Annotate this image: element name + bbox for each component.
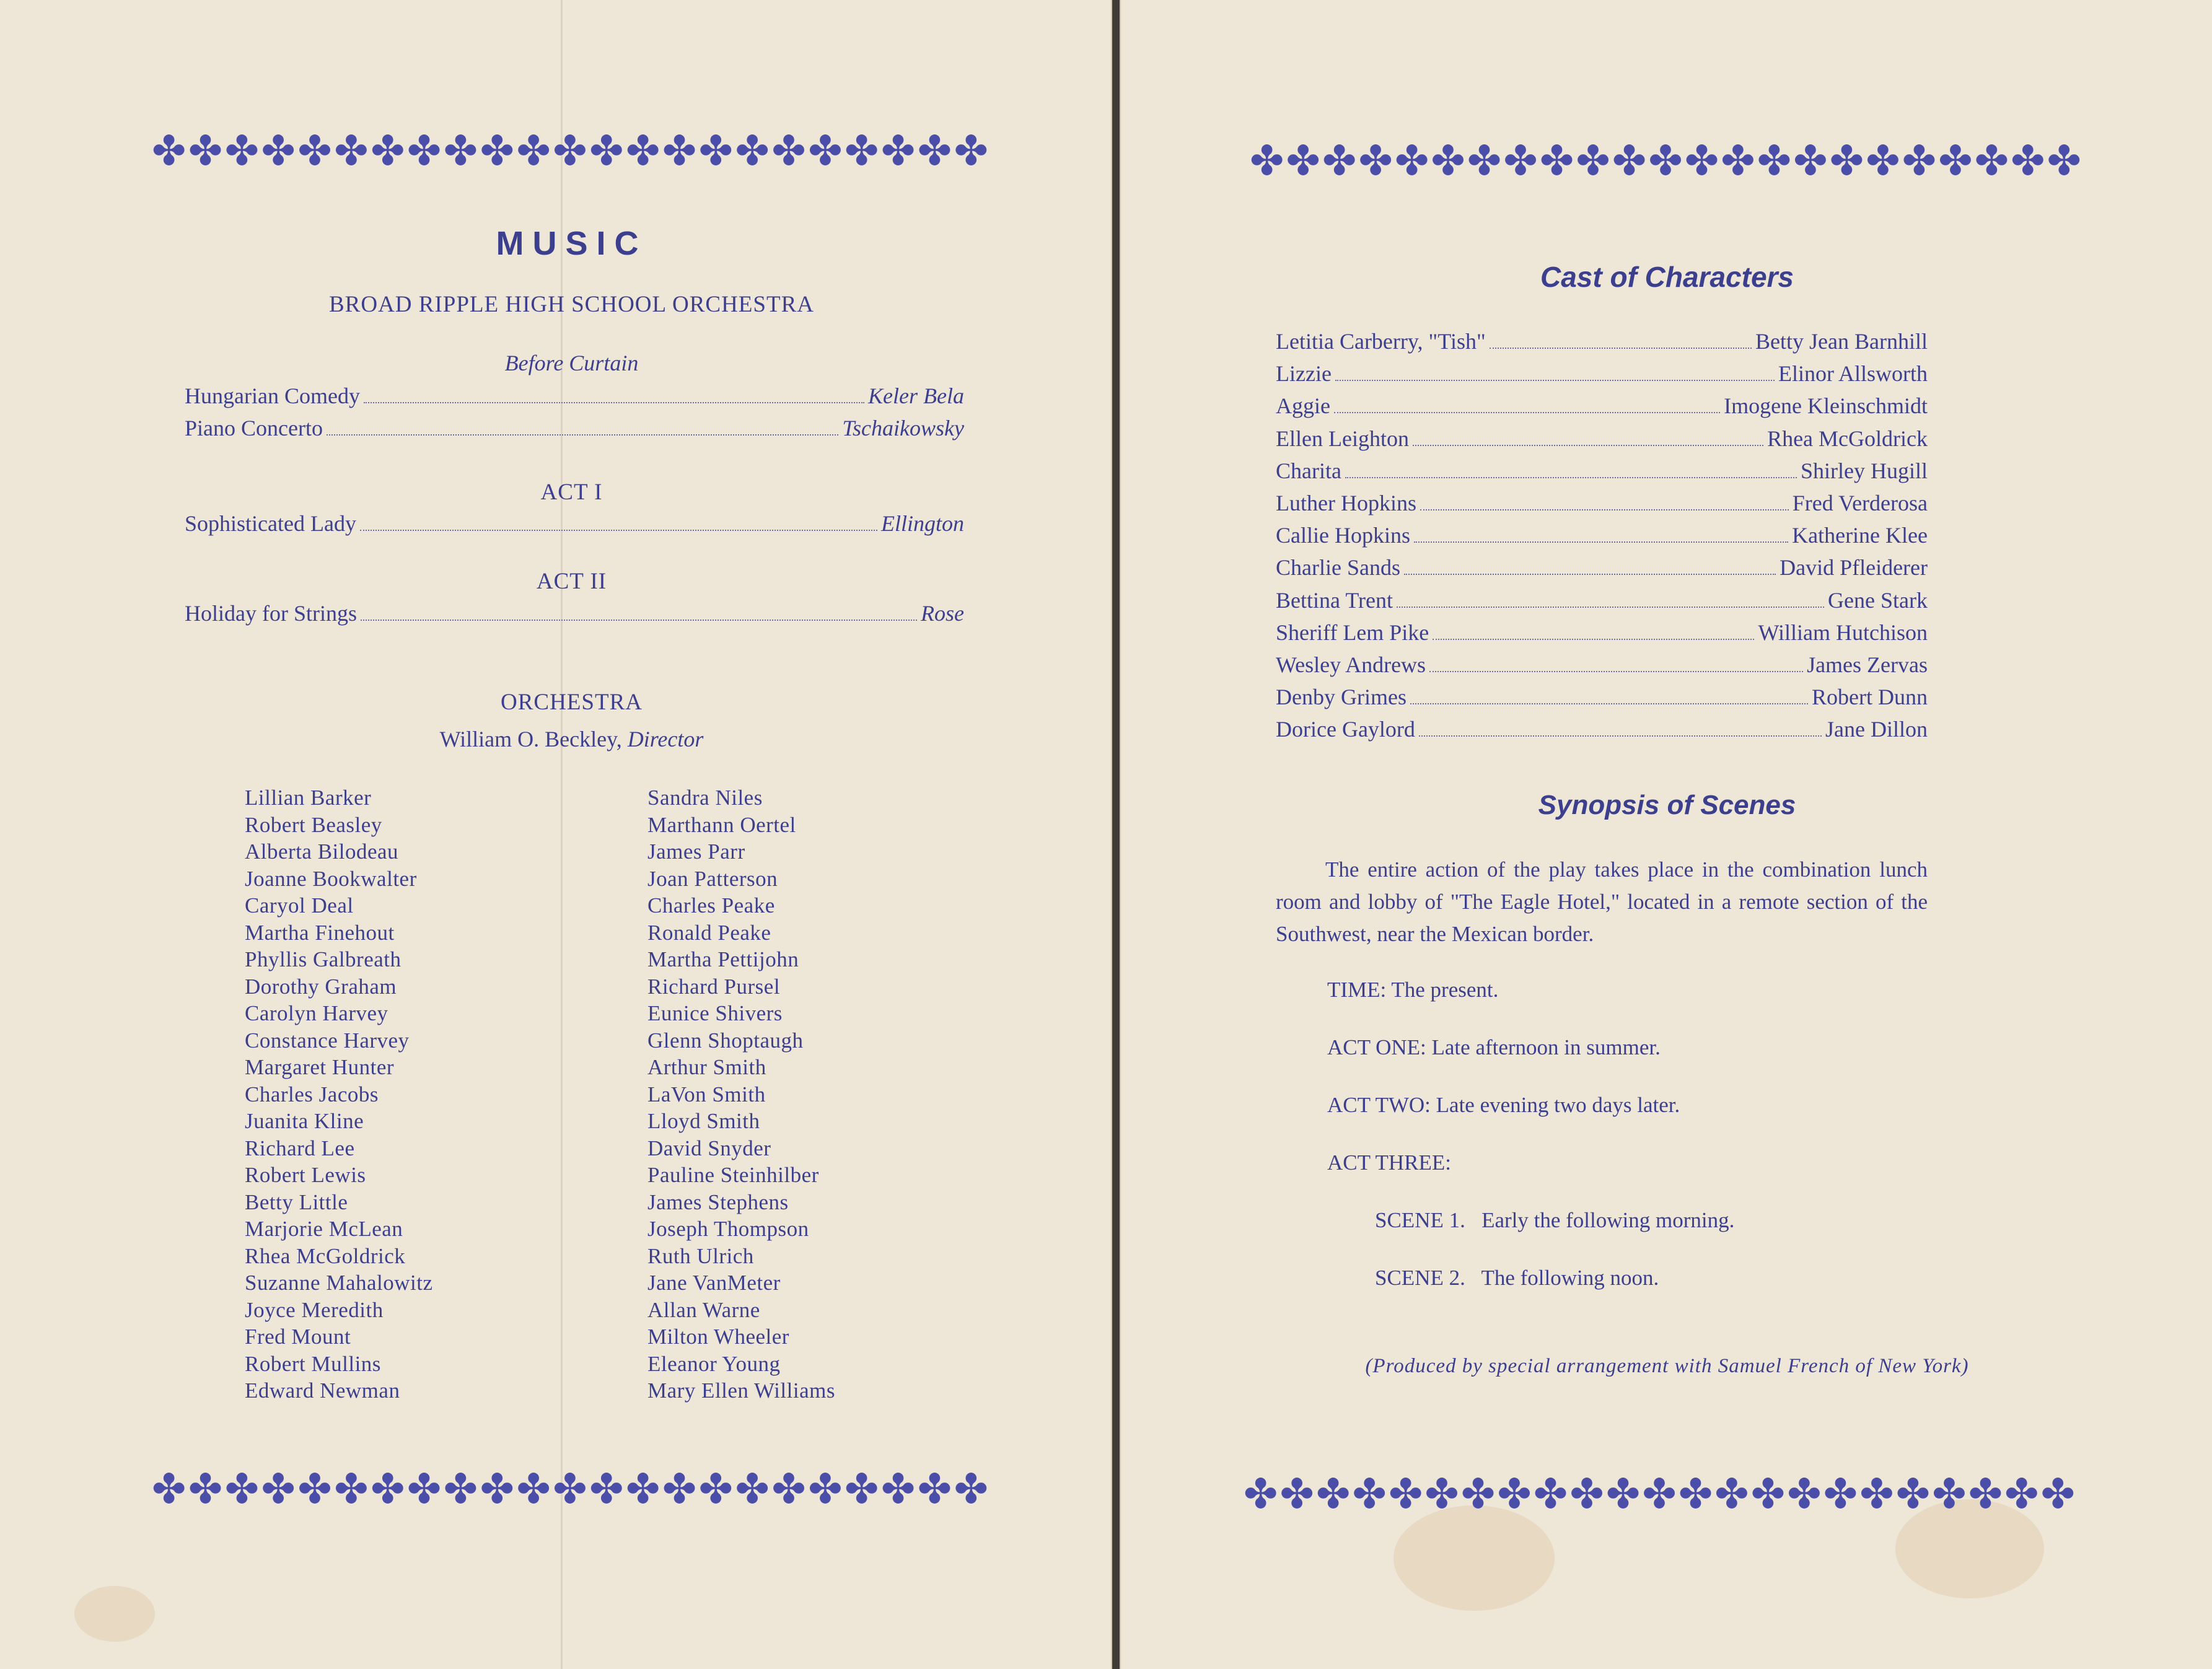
cast-actor: Robert Dunn [1812,685,1928,710]
orchestra-member: Carolyn Harvey [245,1001,388,1025]
ornament-flourish-icon: ✤ [1714,1472,1749,1517]
dot-leader [1413,445,1763,446]
cast-heading: Cast of Characters [1540,261,1794,293]
cast-actor: Gene Stark [1828,587,1928,613]
orchestra-members-column-1 [245,784,433,1404]
top-ornament-border [1250,141,2081,182]
ornament-flourish-icon: ✤ [1286,139,1320,184]
orchestra-member: Mary Ellen Williams [647,1378,835,1403]
ornament-flourish-icon: ✤ [334,1467,369,1512]
ornament-flourish-icon: ✤ [917,1467,952,1512]
orchestra-member: Charles Peake [647,893,775,918]
ornament-flourish-icon: ✤ [1358,139,1393,184]
ornament-flourish-icon: ✤ [1829,139,1864,184]
synopsis-heading: Synopsis of Scenes [1538,790,1796,820]
ornament-flourish-icon: ✤ [1866,139,1900,184]
orchestra-member: Joan Patterson [647,866,778,891]
ornament-flourish-icon: ✤ [553,129,587,174]
ornament-flourish-icon: ✤ [224,129,259,174]
piece-title: Piano Concerto [185,416,323,440]
music-row [185,510,964,537]
orchestra-member: LaVon Smith [647,1082,766,1106]
dot-leader [1345,477,1797,478]
ornament-flourish-icon: ✤ [480,129,514,174]
orchestra-member: Margaret Hunter [245,1055,395,1079]
cast-role: Callie Hopkins [1276,523,1410,548]
orchestra-member: Milton Wheeler [647,1325,789,1349]
cast-row [1276,620,1928,646]
paper-stain [1393,1505,1555,1611]
cast-role: Letitia Carberry, "Tish" [1276,329,1486,354]
ornament-flourish-icon: ✤ [1859,1472,1894,1517]
orchestra-member: Marthann Oertel [647,812,796,837]
ornament-flourish-icon: ✤ [1793,139,1828,184]
dot-leader [1410,703,1808,704]
orchestra-subtitle: BROAD RIPPLE HIGH SCHOOL ORCHESTRA [329,292,814,317]
music-title: MUSIC [496,225,647,262]
ornament-flourish-icon: ✤ [1895,1472,1931,1517]
cast-role: Aggie [1276,393,1330,419]
ornament-flourish-icon: ✤ [698,1467,733,1512]
ornament-flourish-icon: ✤ [880,1467,916,1512]
piece-title: Hungarian Comedy [185,383,360,408]
orchestra-member: Suzanne Mahalowitz [245,1271,433,1295]
ornament-flourish-icon: ✤ [1757,139,1792,184]
cast-actor: Elinor Allsworth [1778,361,1928,387]
scene-1-line: SCENE 1. Early the following morning. [1375,1208,1735,1232]
cast-role: Denby Grimes [1276,685,1407,710]
scene-2-line: SCENE 2. The following noon. [1375,1266,1659,1290]
ornament-flourish-icon: ✤ [1467,139,1502,184]
cast-actor: Rhea McGoldrick [1767,426,1928,451]
dot-leader [1414,541,1788,543]
ornament-flourish-icon: ✤ [1431,139,1465,184]
orchestra-member: Phyllis Galbreath [245,947,402,971]
ornament-flourish-icon: ✤ [698,129,733,174]
ornament-flourish-icon: ✤ [261,1467,296,1512]
music-row [185,383,964,409]
ornament-flourish-icon: ✤ [443,129,478,174]
cast-actor: Betty Jean Barnhill [1755,329,1928,354]
cast-role: Bettina Trent [1276,587,1393,613]
orchestra-member: Eunice Shivers [647,1001,783,1025]
ornament-flourish-icon: ✤ [188,1467,223,1512]
orchestra-member: Edward Newman [245,1378,400,1403]
top-ornament-border [152,131,988,172]
bottom-ornament-border [1244,1474,2075,1515]
ornament-flourish-icon: ✤ [771,1467,806,1512]
orchestra-member: Lillian Barker [245,786,372,810]
time-line: TIME: The present. [1327,978,1499,1002]
cast-row [1276,554,1928,580]
ornament-flourish-icon: ✤ [589,129,624,174]
cast-role: Charita [1276,458,1341,483]
cast-row [1276,426,1928,452]
orchestra-member: Richard Lee [245,1136,355,1160]
ornament-flourish-icon: ✤ [2047,139,2081,184]
ornament-flourish-icon: ✤ [1569,1472,1604,1517]
ornament-flourish-icon: ✤ [261,129,296,174]
ornament-flourish-icon: ✤ [735,1467,770,1512]
orchestra-member: Allan Warne [647,1297,760,1322]
cast-role: Luther Hopkins [1276,491,1416,515]
ornament-flourish-icon: ✤ [1721,139,1755,184]
cast-role: Wesley Andrews [1276,652,1426,677]
cast-actor: James Zervas [1807,652,1928,677]
orchestra-member: Martha Pettijohn [647,947,799,971]
synopsis-paragraph: The entire action of the play takes place in the combination lunch room and lobby of "The Eagle Hotel," located in a remote section of the Southwest, near the Mexican border. [1276,857,1928,946]
act1-heading: ACT I [540,480,603,505]
cast-row [1276,393,1928,419]
ornament-flourish-icon: ✤ [771,129,806,174]
ornament-flourish-icon: ✤ [1315,1472,1351,1517]
ornament-flourish-icon: ✤ [808,129,843,174]
act-two-line: ACT TWO: Late evening two days later. [1327,1093,1680,1117]
director-name: William O. Beckley, [439,727,622,751]
orchestra-member: Alberta Bilodeau [245,839,399,864]
dot-leader [1335,380,1775,381]
ornament-flourish-icon: ✤ [1932,1472,1967,1517]
orchestra-member: Arthur Smith [647,1055,766,1079]
ornament-flourish-icon: ✤ [1497,1472,1532,1517]
ornament-flourish-icon: ✤ [1938,139,1973,184]
ornament-flourish-icon: ✤ [1902,139,1937,184]
piece-title: Sophisticated Lady [185,511,356,536]
dot-leader [1334,412,1720,413]
orchestra-member: Ronald Peake [647,920,771,945]
ornament-flourish-icon: ✤ [1678,1472,1713,1517]
cast-row [1276,652,1928,678]
ornament-flourish-icon: ✤ [1394,139,1429,184]
orchestra-member: Richard Pursel [647,974,781,999]
orchestra-member: Caryol Deal [245,893,354,918]
ornament-flourish-icon: ✤ [1750,1472,1786,1517]
ornament-flourish-icon: ✤ [1250,139,1284,184]
cast-row [1276,716,1928,742]
orchestra-member: Ruth Ulrich [647,1243,754,1268]
cast-row [1276,684,1928,710]
ornament-flourish-icon: ✤ [297,1467,332,1512]
cast-actor: William Hutchison [1758,620,1928,645]
orchestra-member: James Parr [647,839,745,864]
cast-actor: Imogene Kleinschmidt [1724,393,1928,419]
orchestra-member: Fred Mount [245,1325,351,1349]
ornament-flourish-icon: ✤ [1612,139,1647,184]
orchestra-member: Glenn Shoptaugh [647,1028,804,1053]
cast-role: Dorice Gaylord [1276,717,1415,742]
ornament-flourish-icon: ✤ [1642,1472,1677,1517]
cast-page [1120,0,2212,1669]
orchestra-member: Robert Beasley [245,812,382,837]
music-row [185,415,964,441]
orchestra-member: Joanne Bookwalter [245,866,417,891]
orchestra-member: Pauline Steinhilber [647,1163,819,1187]
ornament-flourish-icon: ✤ [516,129,551,174]
dot-leader [1429,671,1803,672]
dot-leader [360,530,877,531]
orchestra-member: Marjorie McLean [245,1217,403,1241]
music-row [185,600,964,626]
piece-composer: Rose [921,601,964,626]
dot-leader [361,620,917,621]
ornament-flourish-icon: ✤ [735,129,770,174]
piece-title: Holiday for Strings [185,601,357,626]
ornament-flourish-icon: ✤ [1787,1472,1822,1517]
cast-row [1276,587,1928,613]
ornament-flourish-icon: ✤ [662,1467,697,1512]
director-title: Director [627,727,704,751]
ornament-flourish-icon: ✤ [406,1467,442,1512]
ornament-flourish-icon: ✤ [2004,1472,2039,1517]
orchestra-member: Constance Harvey [245,1028,410,1053]
ornament-flourish-icon: ✤ [1974,139,2009,184]
ornament-flourish-icon: ✤ [625,129,661,174]
act-three-line: ACT THREE: [1327,1150,1451,1175]
ornament-flourish-icon: ✤ [954,129,988,174]
cast-row [1276,490,1928,516]
act2-heading: ACT II [536,569,607,594]
orchestra-member: David Snyder [647,1136,771,1160]
ornament-flourish-icon: ✤ [917,129,952,174]
piece-composer: Tschaikowsky [842,416,964,440]
orchestra-member: Lloyd Smith [647,1109,760,1133]
orchestra-member: Rhea McGoldrick [245,1243,406,1268]
ornament-flourish-icon: ✤ [297,129,332,174]
dot-leader [1490,348,1752,349]
ornament-flourish-icon: ✤ [406,129,442,174]
cast-role: Lizzie [1276,361,1332,387]
orchestra-member: Joseph Thompson [647,1217,809,1241]
ornament-flourish-icon: ✤ [662,129,697,174]
orchestra-member: Martha Finehout [245,920,395,945]
orchestra-member: Jane VanMeter [647,1271,781,1295]
ornament-flourish-icon: ✤ [334,129,369,174]
ornament-flourish-icon: ✤ [1576,139,1610,184]
ornament-flourish-icon: ✤ [480,1467,514,1512]
orchestra-member: Juanita Kline [245,1109,364,1133]
ornament-flourish-icon: ✤ [845,129,879,174]
cast-row [1276,361,1928,387]
orchestra-member: Robert Lewis [245,1163,366,1187]
cast-row [1276,522,1928,548]
piece-composer: Ellington [881,511,964,536]
director-line [0,726,1143,752]
cast-role: Sheriff Lem Pike [1276,620,1429,645]
ornament-flourish-icon: ✤ [553,1467,587,1512]
ornament-flourish-icon: ✤ [1352,1472,1387,1517]
ornament-flourish-icon: ✤ [1503,139,1538,184]
piece-composer: Keler Bela [868,383,964,408]
ornament-flourish-icon: ✤ [1539,139,1574,184]
ornament-flourish-icon: ✤ [1533,1472,1568,1517]
paper-stain [74,1586,155,1642]
ornament-flourish-icon: ✤ [1460,1472,1496,1517]
dot-leader [1397,607,1824,608]
before-curtain-label: Before Curtain [504,351,639,375]
dot-leader [327,434,838,436]
ornament-flourish-icon: ✤ [371,1467,405,1512]
ornament-flourish-icon: ✤ [845,1467,879,1512]
ornament-flourish-icon: ✤ [1279,1472,1314,1517]
ornament-flourish-icon: ✤ [2040,1472,2075,1517]
bottom-ornament-border [152,1467,988,1512]
orchestra-member: Eleanor Young [647,1351,781,1376]
production-credit: (Produced by special arrangement with Samuel French of New York) [1365,1355,1969,1377]
ornament-flourish-icon: ✤ [1605,1472,1641,1517]
cast-actor: Shirley Hugill [1801,458,1928,483]
ornament-flourish-icon: ✤ [188,129,223,174]
ornament-flourish-icon: ✤ [2011,139,2045,184]
ornament-flourish-icon: ✤ [516,1467,551,1512]
cast-row [1276,458,1928,484]
orchestra-members-column-2 [647,784,835,1404]
cast-actor: Jane Dillon [1825,717,1928,742]
cast-actor: Fred Verderosa [1792,491,1928,515]
ornament-flourish-icon: ✤ [954,1467,988,1512]
ornament-flourish-icon: ✤ [443,1467,478,1512]
ornament-flourish-icon: ✤ [1388,1472,1423,1517]
ornament-flourish-icon: ✤ [1244,1472,1278,1517]
ornament-flourish-icon: ✤ [1648,139,1683,184]
orchestra-heading: ORCHESTRA [501,690,643,715]
cast-role: Ellen Leighton [1276,426,1409,451]
dot-leader [364,402,864,403]
orchestra-member: Charles Jacobs [245,1082,379,1106]
ornament-flourish-icon: ✤ [1823,1472,1858,1517]
orchestra-member: Robert Mullins [245,1351,381,1376]
cast-actor: Katherine Klee [1792,523,1928,548]
orchestra-member: Sandra Niles [647,786,763,810]
ornament-flourish-icon: ✤ [152,129,187,174]
orchestra-member: Dorothy Graham [245,974,397,999]
ornament-flourish-icon: ✤ [1684,139,1719,184]
ornament-flourish-icon: ✤ [1968,1472,2003,1517]
orchestra-member: James Stephens [647,1189,789,1214]
dot-leader [1420,509,1789,510]
cast-role: Charlie Sands [1276,555,1400,580]
dot-leader [1404,574,1776,575]
dot-leader [1419,735,1822,737]
ornament-flourish-icon: ✤ [224,1467,259,1512]
ornament-flourish-icon: ✤ [589,1467,624,1512]
ornament-flourish-icon: ✤ [371,129,405,174]
ornament-flourish-icon: ✤ [1424,1472,1459,1517]
dot-leader [1433,639,1754,640]
orchestra-member: Joyce Meredith [245,1297,384,1322]
orchestra-member: Betty Little [245,1189,348,1214]
ornament-flourish-icon: ✤ [1322,139,1357,184]
ornament-flourish-icon: ✤ [625,1467,661,1512]
cast-row [1276,328,1928,354]
ornament-flourish-icon: ✤ [152,1467,187,1512]
cast-actor: David Pfleiderer [1780,555,1928,580]
ornament-flourish-icon: ✤ [880,129,916,174]
ornament-flourish-icon: ✤ [808,1467,843,1512]
act-one-line: ACT ONE: Late afternoon in summer. [1327,1035,1661,1059]
